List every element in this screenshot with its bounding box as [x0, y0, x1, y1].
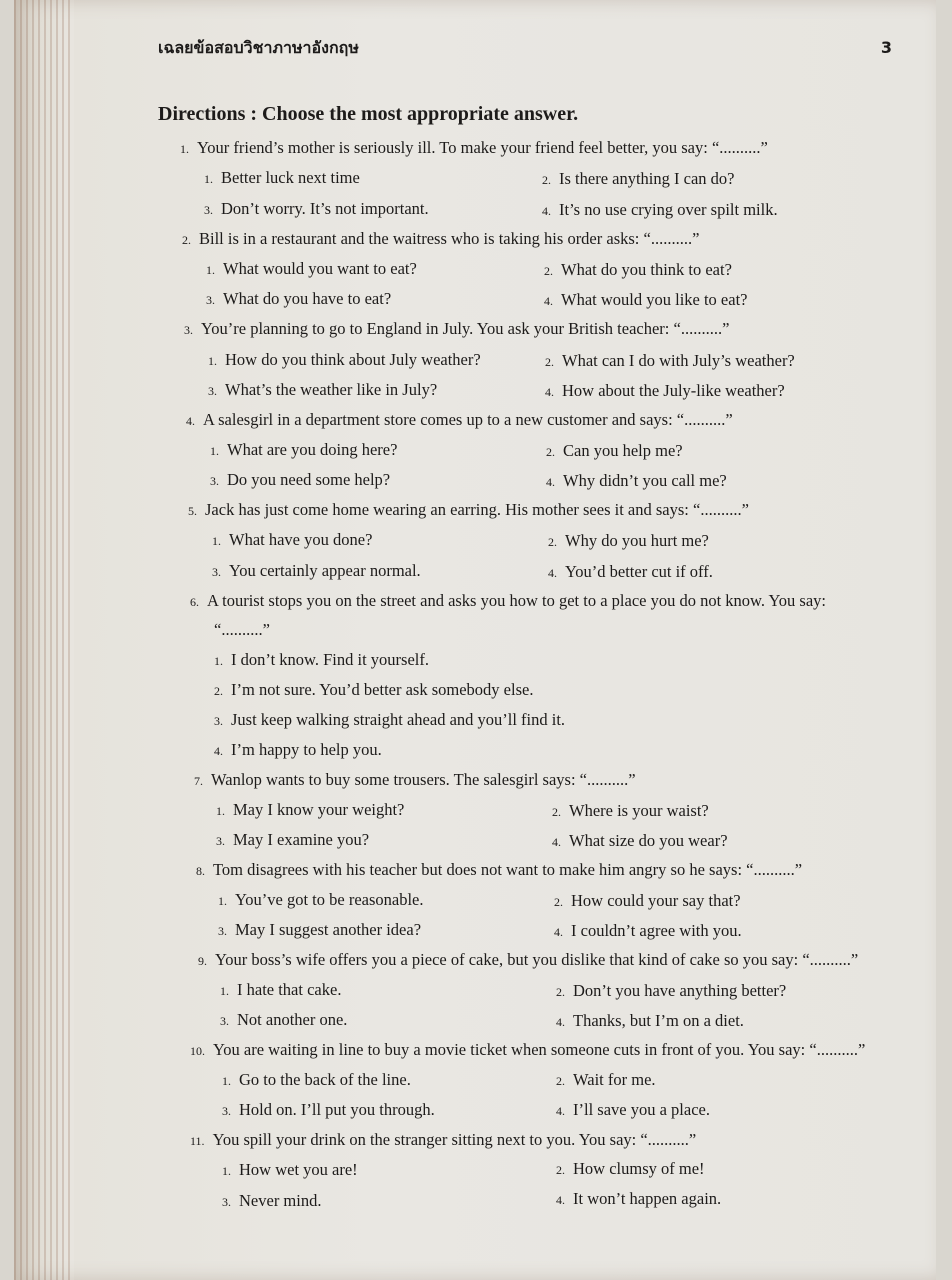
- question-3: 3. You’re planning to go to England in July. You ask your British teacher: “..........”: [184, 319, 730, 338]
- q10-option-3: 3. Hold on. I’ll put you through.: [222, 1100, 435, 1119]
- q1-option-1: 1. Better luck next time: [204, 168, 360, 187]
- q9-option-3: 3. Not another one.: [220, 1010, 348, 1029]
- q11-option-3: 3. Never mind.: [222, 1191, 322, 1210]
- question-6: 6. A tourist stops you on the street and asks you how to get to a place you do not know. You say:: [190, 591, 827, 610]
- q4-option-4: 4. Why didn’t you call me?: [546, 471, 727, 490]
- q4-option-3: 3. Do you need some help?: [210, 470, 391, 489]
- q7-option-4: 4. What size do you wear?: [552, 831, 728, 850]
- q7-option-3: 3. May I examine you?: [216, 830, 370, 849]
- q2-option-3: 3. What do you have to eat?: [206, 289, 392, 308]
- question-9: 9. Your boss’s wife offers you a piece of cake, but you dislike that kind of cake so you say: “..........”: [198, 950, 859, 969]
- q8-option-4: 4. I couldn’t agree with you.: [554, 921, 742, 940]
- book-page: [14, 0, 936, 1280]
- q9-option-1: 1. I hate that cake.: [220, 980, 342, 999]
- question-1: 1. Your friend’s mother is seriously ill. To make your friend feel better, you say: “..........”: [180, 138, 768, 157]
- q9-option-2: 2. Don’t you have anything better?: [556, 981, 787, 1000]
- page-binding-edge: [14, 0, 74, 1280]
- q7-option-1: 1. May I know your weight?: [216, 800, 405, 819]
- q6-option-1: 1. I don’t know. Find it yourself.: [214, 650, 429, 669]
- q10-option-4: 4. I’ll save you a place.: [556, 1100, 710, 1119]
- q5-option-2: 2. Why do you hurt me?: [548, 531, 709, 550]
- q7-option-2: 2. Where is your waist?: [552, 801, 709, 820]
- q11-option-1: 1. How wet you are!: [222, 1160, 358, 1179]
- q5-option-4: 4. You’d better cut if off.: [548, 562, 713, 581]
- q8-option-3: 3. May I suggest another idea?: [218, 920, 422, 939]
- q6-option-4: 4. I’m happy to help you.: [214, 740, 382, 759]
- page-header-title: เฉลยข้อสอบวิชาภาษาอังกฤษ: [158, 38, 359, 57]
- q5-option-3: 3. You certainly appear normal.: [212, 561, 421, 580]
- q4-option-2: 2. Can you help me?: [546, 441, 683, 460]
- q2-option-1: 1. What would you want to eat?: [206, 259, 417, 278]
- q9-option-4: 4. Thanks, but I’m on a diet.: [556, 1011, 744, 1030]
- q6-option-2: 2. I’m not sure. You’d better ask somebody else.: [214, 680, 534, 699]
- q8-option-1: 1. You’ve got to be reasonable.: [218, 890, 424, 909]
- q1-option-4: 4. It’s no use crying over spilt milk.: [542, 200, 778, 219]
- page-number: 3: [880, 38, 892, 57]
- question-10: 10. You are waiting in line to buy a movie ticket when someone cuts in front of you. You say: “..........”: [190, 1040, 866, 1059]
- q11-option-2: 2. How clumsy of me!: [556, 1159, 705, 1178]
- q1-option-2: 2. Is there anything I can do?: [542, 169, 735, 188]
- q2-option-4: 4. What would you like to eat?: [544, 290, 748, 309]
- q11-option-4: 4. It won’t happen again.: [556, 1189, 722, 1208]
- q5-option-1: 1. What have you done?: [212, 530, 373, 549]
- q3-option-3: 3. What’s the weather like in July?: [208, 380, 438, 399]
- q6-option-3: 3. Just keep walking straight ahead and you’ll find it.: [214, 710, 566, 729]
- question-6-blank: “..........”: [214, 620, 270, 639]
- question-11: 11. You spill your drink on the stranger sitting next to you. You say: “..........”: [190, 1130, 697, 1149]
- directions-heading: Directions : Choose the most appropriate answer.: [158, 103, 579, 125]
- question-2: 2. Bill is in a restaurant and the waitress who is taking his order asks: “..........”: [182, 229, 700, 248]
- q10-option-2: 2. Wait for me.: [556, 1070, 656, 1089]
- q10-option-1: 1. Go to the back of the line.: [222, 1070, 411, 1089]
- question-7: 7. Wanlop wants to buy some trousers. The salesgirl says: “..........”: [194, 770, 636, 789]
- q4-option-1: 1. What are you doing here?: [210, 440, 398, 459]
- q1-option-3: 3. Don’t worry. It’s not important.: [204, 199, 429, 218]
- q3-option-4: 4. How about the July-like weather?: [545, 381, 785, 400]
- q8-option-2: 2. How could your say that?: [554, 891, 741, 910]
- question-4: 4. A salesgirl in a department store comes up to a new customer and says: “..........”: [186, 410, 733, 429]
- q3-option-2: 2. What can I do with July’s weather?: [545, 351, 795, 370]
- question-5: 5. Jack has just come home wearing an earring. His mother sees it and says: “..........”: [188, 500, 749, 519]
- q3-option-1: 1. How do you think about July weather?: [208, 350, 481, 369]
- q2-option-2: 2. What do you think to eat?: [544, 260, 732, 279]
- question-8: 8. Tom disagrees with his teacher but does not want to make him angry so he says: “..........”: [196, 860, 803, 879]
